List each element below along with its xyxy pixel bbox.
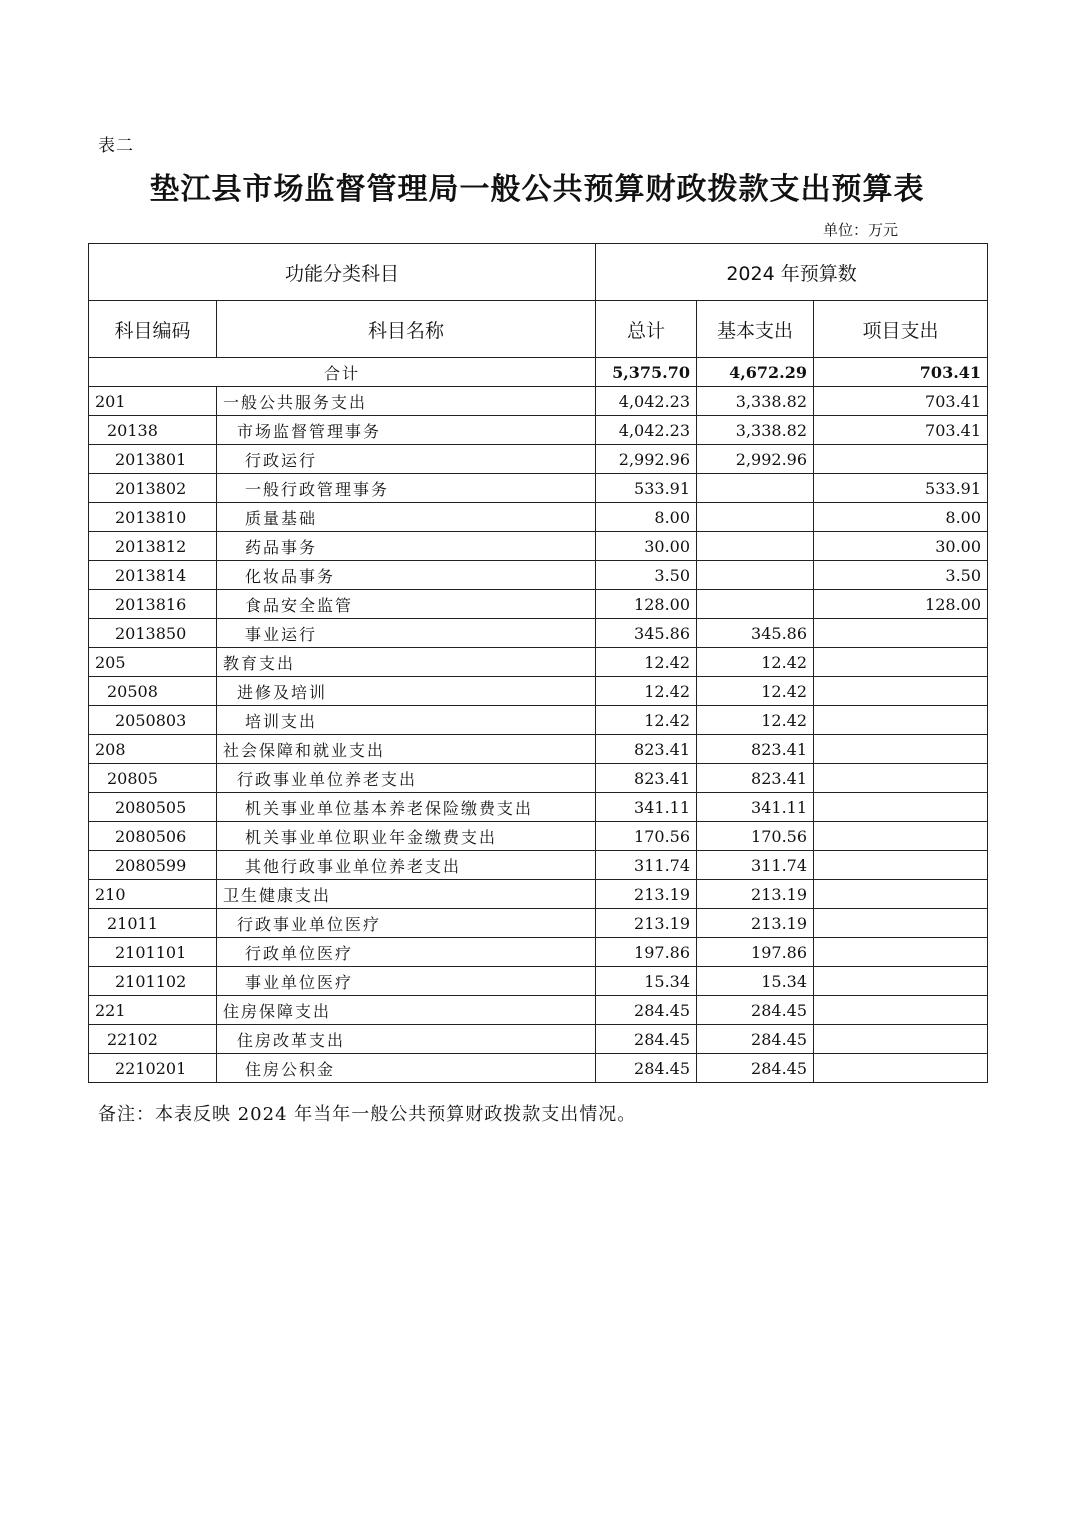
row-code: 2101102 xyxy=(89,967,217,996)
row-total: 284.45 xyxy=(596,1054,697,1083)
row-project xyxy=(814,677,988,706)
table-row xyxy=(89,880,988,909)
row-code: 2210201 xyxy=(89,1054,217,1083)
row-code: 2013850 xyxy=(89,619,217,648)
total-project: 703.41 xyxy=(814,358,988,387)
total-row xyxy=(89,358,988,387)
row-project xyxy=(814,822,988,851)
row-basic xyxy=(697,590,814,619)
row-total: 12.42 xyxy=(596,648,697,677)
header-functional-classification: 功能分类科目 xyxy=(89,244,596,301)
row-name: 其他行政事业单位养老支出 xyxy=(217,851,596,880)
row-code: 201 xyxy=(89,387,217,416)
row-basic xyxy=(697,474,814,503)
table-row xyxy=(89,619,988,648)
table-row xyxy=(89,416,988,445)
row-code: 208 xyxy=(89,735,217,764)
table-row xyxy=(89,851,988,880)
row-code: 2050803 xyxy=(89,706,217,735)
footnote: 备注：本表反映 2024 年当年一般公共预算财政拨款支出情况。 xyxy=(98,1104,637,1125)
row-project: 3.50 xyxy=(814,561,988,590)
row-name: 市场监督管理事务 xyxy=(217,416,596,445)
row-total: 533.91 xyxy=(596,474,697,503)
row-name: 住房保障支出 xyxy=(217,996,596,1025)
row-name: 一般公共服务支出 xyxy=(217,387,596,416)
row-total: 213.19 xyxy=(596,880,697,909)
row-total: 12.42 xyxy=(596,677,697,706)
row-name: 行政事业单位医疗 xyxy=(217,909,596,938)
row-name: 药品事务 xyxy=(217,532,596,561)
row-basic xyxy=(697,532,814,561)
table-row xyxy=(89,909,988,938)
row-name: 住房公积金 xyxy=(217,1054,596,1083)
row-basic: 15.34 xyxy=(697,967,814,996)
row-basic: 823.41 xyxy=(697,764,814,793)
table-row xyxy=(89,938,988,967)
row-basic: 823.41 xyxy=(697,735,814,764)
row-project: 30.00 xyxy=(814,532,988,561)
row-name: 机关事业单位基本养老保险缴费支出 xyxy=(217,793,596,822)
table-row xyxy=(89,764,988,793)
row-name: 质量基础 xyxy=(217,503,596,532)
row-total: 284.45 xyxy=(596,1025,697,1054)
table-row xyxy=(89,561,988,590)
table-row xyxy=(89,590,988,619)
row-project: 703.41 xyxy=(814,416,988,445)
row-name: 进修及培训 xyxy=(217,677,596,706)
table-row xyxy=(89,967,988,996)
table-row xyxy=(89,793,988,822)
column-header-name: 科目名称 xyxy=(217,301,596,358)
row-name: 培训支出 xyxy=(217,706,596,735)
row-project xyxy=(814,706,988,735)
row-project xyxy=(814,735,988,764)
row-name: 卫生健康支出 xyxy=(217,880,596,909)
table-row xyxy=(89,532,988,561)
row-total: 8.00 xyxy=(596,503,697,532)
row-total: 823.41 xyxy=(596,764,697,793)
row-name: 行政单位医疗 xyxy=(217,938,596,967)
row-project xyxy=(814,619,988,648)
row-total: 823.41 xyxy=(596,735,697,764)
header-column-row xyxy=(89,301,988,358)
row-basic: 213.19 xyxy=(697,909,814,938)
unit-label: 单位：万元 xyxy=(823,221,899,239)
page-title: 垫江县市场监督管理局一般公共预算财政拨款支出预算表 xyxy=(149,172,925,207)
row-project xyxy=(814,1054,988,1083)
row-total: 341.11 xyxy=(596,793,697,822)
row-project xyxy=(814,967,988,996)
row-code: 20508 xyxy=(89,677,217,706)
row-project xyxy=(814,648,988,677)
column-header-code: 科目编码 xyxy=(89,301,217,358)
row-basic: 3,338.82 xyxy=(697,387,814,416)
row-name: 一般行政管理事务 xyxy=(217,474,596,503)
row-total: 15.34 xyxy=(596,967,697,996)
row-basic: 2,992.96 xyxy=(697,445,814,474)
row-basic: 345.86 xyxy=(697,619,814,648)
row-code: 205 xyxy=(89,648,217,677)
row-name: 事业运行 xyxy=(217,619,596,648)
row-code: 2013802 xyxy=(89,474,217,503)
table-row xyxy=(89,1054,988,1083)
column-header-project: 项目支出 xyxy=(814,301,988,358)
row-project: 128.00 xyxy=(814,590,988,619)
row-total: 3.50 xyxy=(596,561,697,590)
budget-table xyxy=(88,243,988,1083)
table-label: 表二 xyxy=(98,136,134,156)
row-name: 行政事业单位养老支出 xyxy=(217,764,596,793)
row-project: 533.91 xyxy=(814,474,988,503)
row-name: 社会保障和就业支出 xyxy=(217,735,596,764)
row-total: 12.42 xyxy=(596,706,697,735)
table-row xyxy=(89,735,988,764)
row-basic: 12.42 xyxy=(697,677,814,706)
row-code: 2080505 xyxy=(89,793,217,822)
row-basic xyxy=(697,503,814,532)
row-total: 213.19 xyxy=(596,909,697,938)
row-code: 2101101 xyxy=(89,938,217,967)
row-project xyxy=(814,996,988,1025)
row-project xyxy=(814,880,988,909)
total-label: 合计 xyxy=(89,358,596,387)
row-project xyxy=(814,938,988,967)
row-project xyxy=(814,1025,988,1054)
table-row xyxy=(89,1025,988,1054)
total-amount: 5,375.70 xyxy=(596,358,697,387)
row-project xyxy=(814,793,988,822)
table-row xyxy=(89,996,988,1025)
row-total: 4,042.23 xyxy=(596,387,697,416)
row-basic: 311.74 xyxy=(697,851,814,880)
row-basic: 213.19 xyxy=(697,880,814,909)
total-basic: 4,672.29 xyxy=(697,358,814,387)
row-name: 化妆品事务 xyxy=(217,561,596,590)
row-name: 机关事业单位职业年金缴费支出 xyxy=(217,822,596,851)
row-project xyxy=(814,851,988,880)
table-row xyxy=(89,445,988,474)
row-total: 4,042.23 xyxy=(596,416,697,445)
row-basic: 12.42 xyxy=(697,648,814,677)
row-code: 2013814 xyxy=(89,561,217,590)
row-name: 食品安全监管 xyxy=(217,590,596,619)
row-basic: 284.45 xyxy=(697,996,814,1025)
row-project: 703.41 xyxy=(814,387,988,416)
row-basic: 284.45 xyxy=(697,1054,814,1083)
row-total: 197.86 xyxy=(596,938,697,967)
table-row xyxy=(89,387,988,416)
row-name: 事业单位医疗 xyxy=(217,967,596,996)
row-basic: 170.56 xyxy=(697,822,814,851)
row-total: 170.56 xyxy=(596,822,697,851)
row-code: 2080506 xyxy=(89,822,217,851)
row-basic: 341.11 xyxy=(697,793,814,822)
row-code: 2013801 xyxy=(89,445,217,474)
table-row xyxy=(89,677,988,706)
header-budget-year: 2024 年预算数 xyxy=(596,244,988,301)
row-project: 8.00 xyxy=(814,503,988,532)
row-basic: 197.86 xyxy=(697,938,814,967)
row-name: 住房改革支出 xyxy=(217,1025,596,1054)
row-code: 2080599 xyxy=(89,851,217,880)
row-code: 20138 xyxy=(89,416,217,445)
row-total: 284.45 xyxy=(596,996,697,1025)
row-code: 2013816 xyxy=(89,590,217,619)
table-row xyxy=(89,474,988,503)
row-basic: 3,338.82 xyxy=(697,416,814,445)
row-code: 221 xyxy=(89,996,217,1025)
row-total: 128.00 xyxy=(596,590,697,619)
row-name: 行政运行 xyxy=(217,445,596,474)
row-code: 21011 xyxy=(89,909,217,938)
row-code: 210 xyxy=(89,880,217,909)
row-project xyxy=(814,445,988,474)
row-basic xyxy=(697,561,814,590)
row-code: 22102 xyxy=(89,1025,217,1054)
row-total: 2,992.96 xyxy=(596,445,697,474)
row-basic: 284.45 xyxy=(697,1025,814,1054)
row-basic: 12.42 xyxy=(697,706,814,735)
table-row xyxy=(89,706,988,735)
row-name: 教育支出 xyxy=(217,648,596,677)
table-row xyxy=(89,648,988,677)
row-project xyxy=(814,764,988,793)
row-code: 20805 xyxy=(89,764,217,793)
row-total: 30.00 xyxy=(596,532,697,561)
row-total: 311.74 xyxy=(596,851,697,880)
column-header-total: 总计 xyxy=(596,301,697,358)
column-header-basic: 基本支出 xyxy=(697,301,814,358)
table-row xyxy=(89,822,988,851)
row-code: 2013810 xyxy=(89,503,217,532)
header-group-row xyxy=(89,244,988,301)
row-code: 2013812 xyxy=(89,532,217,561)
row-project xyxy=(814,909,988,938)
row-total: 345.86 xyxy=(596,619,697,648)
table-row xyxy=(89,503,988,532)
